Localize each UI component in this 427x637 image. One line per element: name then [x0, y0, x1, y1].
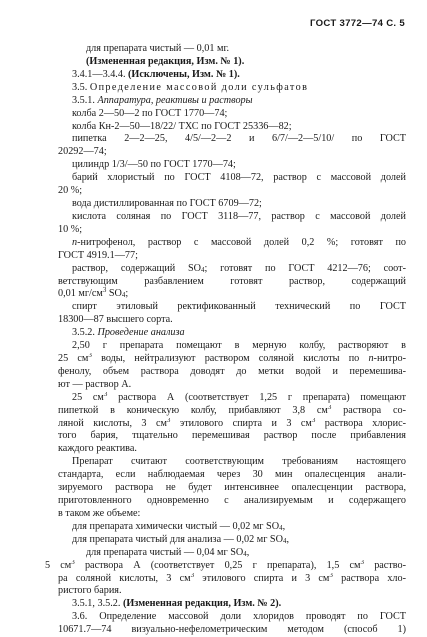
text-line [58, 146, 406, 159]
text-segment: 10 %; [58, 223, 83, 235]
text-line [58, 611, 406, 624]
text-segment: ; [125, 288, 129, 300]
text-line [58, 573, 406, 586]
text-segment: Проведение анализа [97, 327, 185, 339]
text-segment: 25 см [58, 353, 89, 364]
text-segment: 3.5.1, 3.5.2. [72, 598, 123, 610]
text-line [58, 314, 406, 327]
text-segment: кислота соляная по ГОСТ 3118—77, раствор с массовой долей [72, 210, 406, 222]
text-line [58, 598, 406, 611]
text-segment: спирт этиловый ректификованный технический по ГОСТ [72, 301, 406, 313]
text-line [58, 198, 406, 211]
text-segment: раствора А (соответствует 1,25 г препарата) помещают [107, 391, 406, 403]
text-segment: 3.4.1—3.4.4. [72, 68, 129, 80]
text-line [58, 276, 406, 289]
text-segment: (Измененная редакция, Изм. № 1). [86, 55, 245, 67]
text-segment: ра соляной кислоты, 3 см [58, 572, 191, 584]
text-line [58, 69, 406, 82]
text-segment: 3.5.1. [72, 94, 98, 106]
text-segment: Препарат считают соответствующим требованиям настоящего [72, 456, 406, 468]
text-line [58, 185, 406, 198]
text-segment: цилиндр 1/3/—50 по ГОСТ 1770—74; [72, 159, 236, 171]
text-segment: ГОСТ 4919.1—77; [58, 249, 138, 261]
text-line [58, 224, 406, 237]
text-line [58, 495, 406, 508]
document-body [45, 43, 406, 637]
text-segment: 18300—87 высшего сорта. [58, 314, 173, 326]
text-line [58, 172, 406, 185]
text-segment: вода дистиллированная по ГОСТ 6709—72; [72, 198, 262, 210]
text-segment: в таком же объеме: [58, 507, 141, 519]
superscript: 3 [166, 417, 171, 424]
text-segment: раствор, содержащий SO [72, 262, 202, 274]
text-line [58, 392, 406, 405]
text-segment: Определение массовой доли сульфатов [89, 81, 309, 93]
text-segment: каждого реактива. [58, 443, 137, 455]
text-line [58, 133, 406, 146]
text-segment: пипеткой в коническую колбу, прибавляют 3,8 см [58, 404, 328, 416]
text-segment: 3.5.2. [72, 327, 98, 339]
superscript: 3 [88, 353, 92, 359]
text-line [58, 43, 406, 56]
text-line [58, 405, 406, 418]
text-line [58, 327, 406, 340]
text-segment: раствора А (соответствует 0,25 г препарата), 1,5 см [74, 559, 361, 571]
text-segment: раство- [364, 559, 406, 571]
text-segment: -нитрофенол, раствор с массовой долей 0,2 %; готовят по [77, 236, 406, 248]
text-segment: пипетка 2—2—25, 4/5/—2—2 и 6/7/—2—5/10/ по ГОСТ [72, 133, 406, 145]
text-segment: 5 см [45, 559, 72, 571]
text-segment: Аппаратура, реактивы и растворы [97, 94, 253, 106]
superscript: 3 [329, 572, 333, 579]
text-segment: ; готовят по ГОСТ 4212—76; соот- [204, 262, 406, 274]
text-segment: для препарата чистый — 0,01 мг. [86, 43, 230, 54]
text-segment: этилового спирта и 3 см [194, 572, 330, 584]
text-line [58, 56, 406, 69]
text-line [58, 482, 406, 495]
subscript: 4 [279, 523, 283, 532]
subscript: 4 [243, 549, 247, 558]
superscript: 3 [360, 559, 364, 566]
superscript: 3 [311, 417, 316, 424]
superscript: 3 [190, 572, 195, 579]
text-segment: 3.5. [72, 81, 90, 93]
text-segment: 20 %; [58, 185, 83, 197]
text-line [58, 340, 406, 353]
text-segment: SO [106, 288, 122, 300]
text-segment: раствора со- [331, 404, 406, 416]
text-segment: 20292—74; [58, 146, 107, 158]
text-segment: ют — раствор А. [58, 378, 132, 390]
text-line [58, 547, 406, 560]
text-segment: ляной кислоты, 3 см [58, 417, 167, 429]
text-segment: (Измененная редакция, Изм. № 2). [122, 598, 282, 610]
text-segment: воды, нейтрализуют раствором соляной кислоты по [91, 353, 369, 364]
text-line [58, 353, 406, 366]
superscript: 3 [327, 404, 332, 411]
text-segment: колба 2—50—2 по ГОСТ 1770—74; [72, 107, 228, 119]
text-segment: для препарата чистый — 0,04 мг SO [86, 546, 244, 558]
superscript: 3 [103, 391, 108, 398]
text-segment: того бария, тщательно перемешивая раствор после прибавления [58, 430, 406, 442]
text-segment: зируемого раствора не будет интенсивнее опалесценции раствора, [58, 482, 406, 494]
text-segment: раствора хло- [332, 572, 406, 584]
subscript: 4 [282, 536, 287, 545]
text-line [58, 108, 406, 121]
text-segment: ристого бария. [58, 585, 122, 597]
text-segment: ветствующим разбавлением готовят раствор, содержащий [58, 275, 406, 287]
text-line [58, 288, 406, 301]
superscript: 3 [71, 559, 75, 566]
text-segment: колба Кн-2—50—18/22/ ТХС по ГОСТ 25336—82; [72, 120, 292, 132]
text-segment: (Исключены, Изм. № 1). [128, 68, 240, 80]
text-line [45, 560, 406, 573]
text-segment: , [282, 520, 286, 532]
text-segment: фенолу, объем раствора доводят до метки водой и перемешива- [58, 365, 406, 377]
text-segment: этилового спирта и 3 см [170, 417, 312, 429]
text-line [58, 521, 406, 534]
text-segment: 0,01 мг/см [58, 288, 103, 300]
text-line [58, 301, 406, 314]
text-line [58, 508, 406, 521]
text-line [58, 159, 406, 172]
text-line [58, 443, 406, 456]
text-line [58, 456, 406, 469]
text-segment: приготовленного одновременно с анализируемым и содержащего [58, 495, 406, 506]
text-line [58, 469, 406, 482]
text-line [58, 534, 406, 547]
text-line [58, 418, 406, 431]
text-line [58, 430, 406, 443]
text-segment: для препарата химически чистый — 0,02 мг SO [72, 520, 280, 532]
text-line [58, 82, 406, 95]
text-line [58, 121, 406, 134]
text-segment: , [246, 546, 250, 558]
text-line [58, 585, 406, 598]
text-segment: 25 см [72, 391, 104, 403]
text-segment: стандарта, если наблюдаемая через 30 мин опалесценция анали- [58, 469, 406, 481]
subscript: 4 [201, 265, 205, 274]
text-segment: 10671.7—74 визуально-нефелометрическим методом (способ 1) [58, 624, 406, 636]
text-line [58, 366, 406, 379]
text-line [58, 379, 406, 392]
text-segment: п [72, 236, 78, 248]
text-segment: 2,50 г препарата помещают в мерную колбу, растворяют в [72, 340, 406, 352]
text-segment: для препарата чистый для анализа — 0,02 мг SO [72, 533, 283, 545]
text-segment: , [286, 533, 289, 545]
text-segment: барий хлористый по ГОСТ 4108—72, раствор с массовой долей [72, 172, 406, 184]
text-segment: п [368, 353, 374, 364]
text-line [58, 624, 406, 637]
superscript: 3 [102, 286, 107, 295]
text-line [58, 211, 406, 224]
text-segment: раствора хлорис- [315, 417, 406, 429]
text-line [58, 263, 406, 276]
text-line [58, 250, 406, 263]
text-line [58, 95, 406, 108]
text-segment: -нитро- [373, 353, 406, 364]
text-segment: 3.6. Определение массовой доли хлоридов проводят по ГОСТ [72, 611, 406, 623]
text-line [58, 237, 406, 250]
running-header: ГОСТ 3772—74 С. 5 [310, 18, 405, 29]
subscript: 4 [121, 291, 126, 300]
